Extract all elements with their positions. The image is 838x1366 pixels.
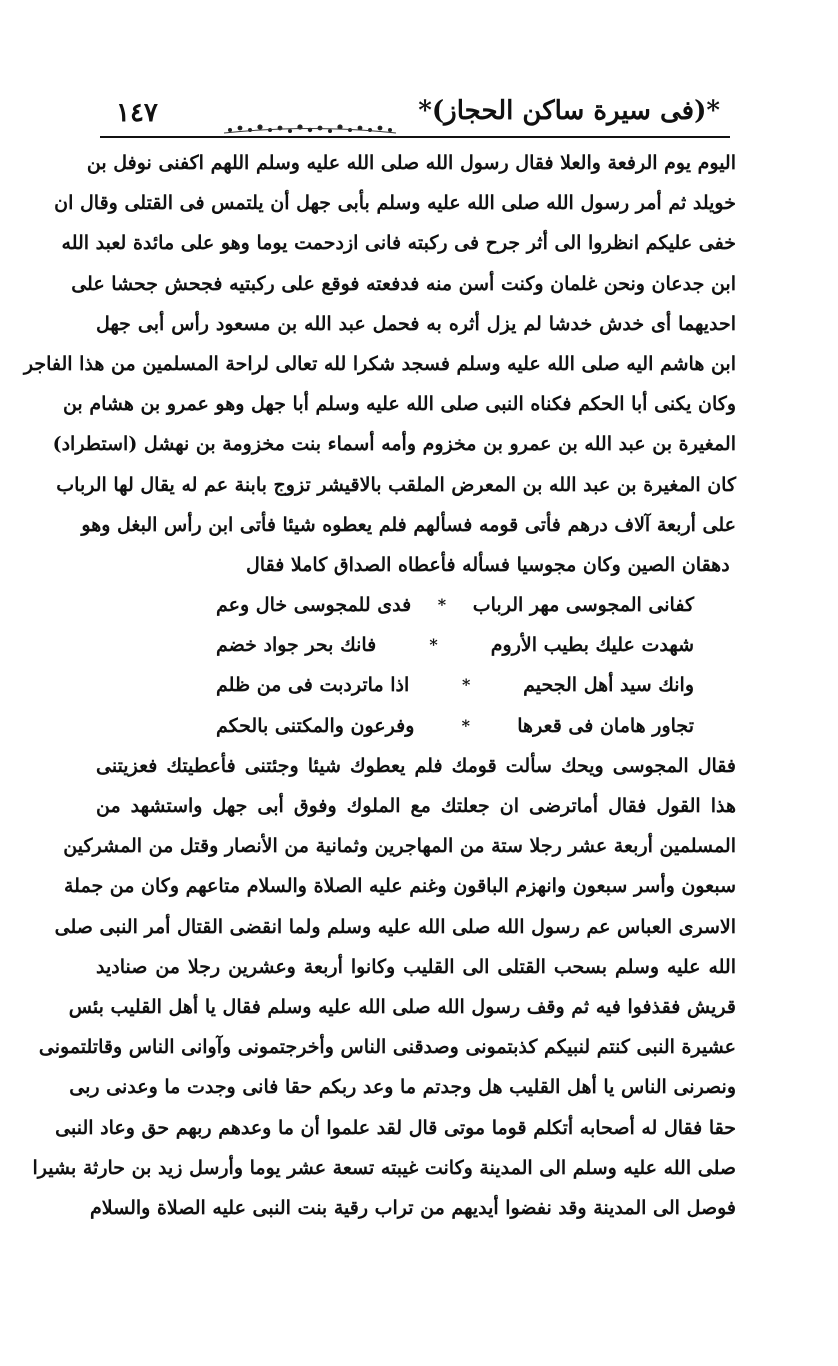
verse-first-hemistich: كفانى المجوسى مهر الرباب	[472, 594, 694, 617]
verse-first-hemistich: وانك سيد أهل الجحيم	[523, 674, 694, 697]
text-line: الاسرى العباس عم رسول الله صلى الله عليه وسلم ولما انقضى القتال أمر النبى صلى	[54, 915, 736, 938]
verse-separator: *	[437, 595, 447, 615]
text-line: هذا القول فقال أماترضى ان جعلتك مع الملوك وفوق أبى جهل واستشهد من	[96, 795, 736, 817]
text-line: خفى عليكم انظروا الى أثر جرح فى ركبته فانى ازدحمت يوما وهو على مائدة لعبد الله	[61, 232, 736, 255]
text-line: ابن جدعان ونحن غلمان وكنت أسن منه فدفعته فوقع على ركبتيه فجحش جحشا على	[71, 272, 736, 295]
verse-first-hemistich: شهدت عليك بطيب الأروم	[490, 634, 694, 657]
text-line: ونصرنى الناس يا أهل القليب هل وجدتم ما وعد ربكم حقا فانى وجدت ما وعدنى ربى	[69, 1076, 736, 1099]
header-rule	[100, 136, 730, 138]
page-number: ١٤٧	[116, 98, 158, 128]
text-line: كان المغيرة بن عبد الله بن المعرض الملقب بالاقيشر تزوج بابنة عم له يقال لها الرباب	[56, 473, 736, 496]
text-line: على أربعة آلاف درهم فأتى قومه فسألهم فلم يعطوه شيئا فأتى ابن رأس البغل وهو	[81, 513, 736, 536]
verse-intro-line: دهقان الصين وكان مجوسيا فسأله فأعطاه الصداق كاملا فقال	[246, 553, 730, 576]
text-line: احديهما أى خدش خدشا لم يزل أثره به فحمل عبد الله بن مسعود رأس أبى جهل	[96, 312, 736, 335]
text-line: صلى الله عليه وسلم الى المدينة وكانت غيبته تسعة عشر يوما وأرسل زيد بن حارثة بشيرا	[32, 1156, 736, 1179]
text-line: الله عليه وسلم بسحب القتلى الى القليب وكانوا أربعة وعشرين رجلا من صناديد	[96, 955, 736, 978]
verse-second-hemistich: وفرعون والمكتنى بالحكم	[216, 714, 415, 737]
text-line: حقا فقال له أصحابه أتكلم قوما موتى قال لقد علموا أن ما وعدهم ربهم حق وعاد النبى	[55, 1116, 736, 1139]
main-text	[23, 143, 736, 1228]
text-line: خويلد ثم أمر رسول الله صلى الله عليه وسلم بأبى جهل أن يلتمس فى القتلى وقال ان	[54, 192, 736, 215]
text-line: وكان يكنى أبا الحكم فكناه النبى صلى الله عليه وسلم أبا جهل وهو عمرو بن هشام بن	[62, 393, 736, 416]
text-line: قريش فقذفوا فيه ثم وقف رسول الله صلى الله عليه وسلم فقال يا أهل القليب بئس	[68, 995, 736, 1018]
text-line: المغيرة بن عبد الله بن عمرو بن مخزوم وأمه أسماء بنت مخزومة بن نهشل (استطراد)	[52, 433, 736, 456]
poem-verse	[216, 625, 694, 665]
verse-separator: *	[429, 635, 438, 655]
text-line: ابن هاشم اليه صلى الله عليه وسلم فسجد شكرا لله تعالى لراحة المسلمين من هذا الفاجر	[23, 352, 736, 375]
verse-separator: *	[461, 715, 471, 735]
poem	[96, 585, 736, 746]
page-header	[100, 92, 730, 140]
poem-verse	[216, 585, 694, 625]
verse-second-hemistich: فانك بحر جواد خضم	[216, 634, 377, 657]
ornament-decoration	[220, 122, 400, 136]
text-line: عشيرة النبى كنتم لنبيكم كذبتمونى وصدقنى الناس وأخرجتمونى وآوانى الناس وقاتلتمونى	[38, 1036, 736, 1059]
text-line: اليوم يوم الرفعة والعلا فقال رسول الله صلى الله عليه وسلم اللهم اكفنى نوفل بن	[86, 152, 736, 174]
text-line: فوصل الى المدينة وقد نفضوا أيديهم من تراب رقية بنت النبى عليه الصلاة والسلام	[90, 1196, 736, 1219]
text-line: المسلمين أربعة عشر رجلا ستة من المهاجرين وثمانية من الأنصار وقتل من المشركين	[63, 835, 736, 858]
verse-first-hemistich: تجاور هامان فى قعرها	[517, 714, 694, 737]
verse-separator: *	[462, 675, 471, 695]
poem-verse	[216, 706, 694, 746]
running-title: *(فى سيرة ساكن الحجاز)*	[418, 96, 720, 126]
poem-verse	[216, 665, 694, 705]
verse-second-hemistich: فدى للمجوسى خال وعم	[216, 594, 412, 617]
verse-second-hemistich: اذا ماتردبت فى من ظلم	[216, 674, 410, 697]
text-line: فقال المجوسى ويحك سألت قومك فلم يعطوك شيئا وجئتنى فأعطيتك فعزيتنى	[96, 754, 736, 777]
text-line: سبعون وأسر سبعون وانهزم الباقون وغنم عليه الصلاة والسلام متاعهم وكان من جملة	[63, 875, 736, 898]
